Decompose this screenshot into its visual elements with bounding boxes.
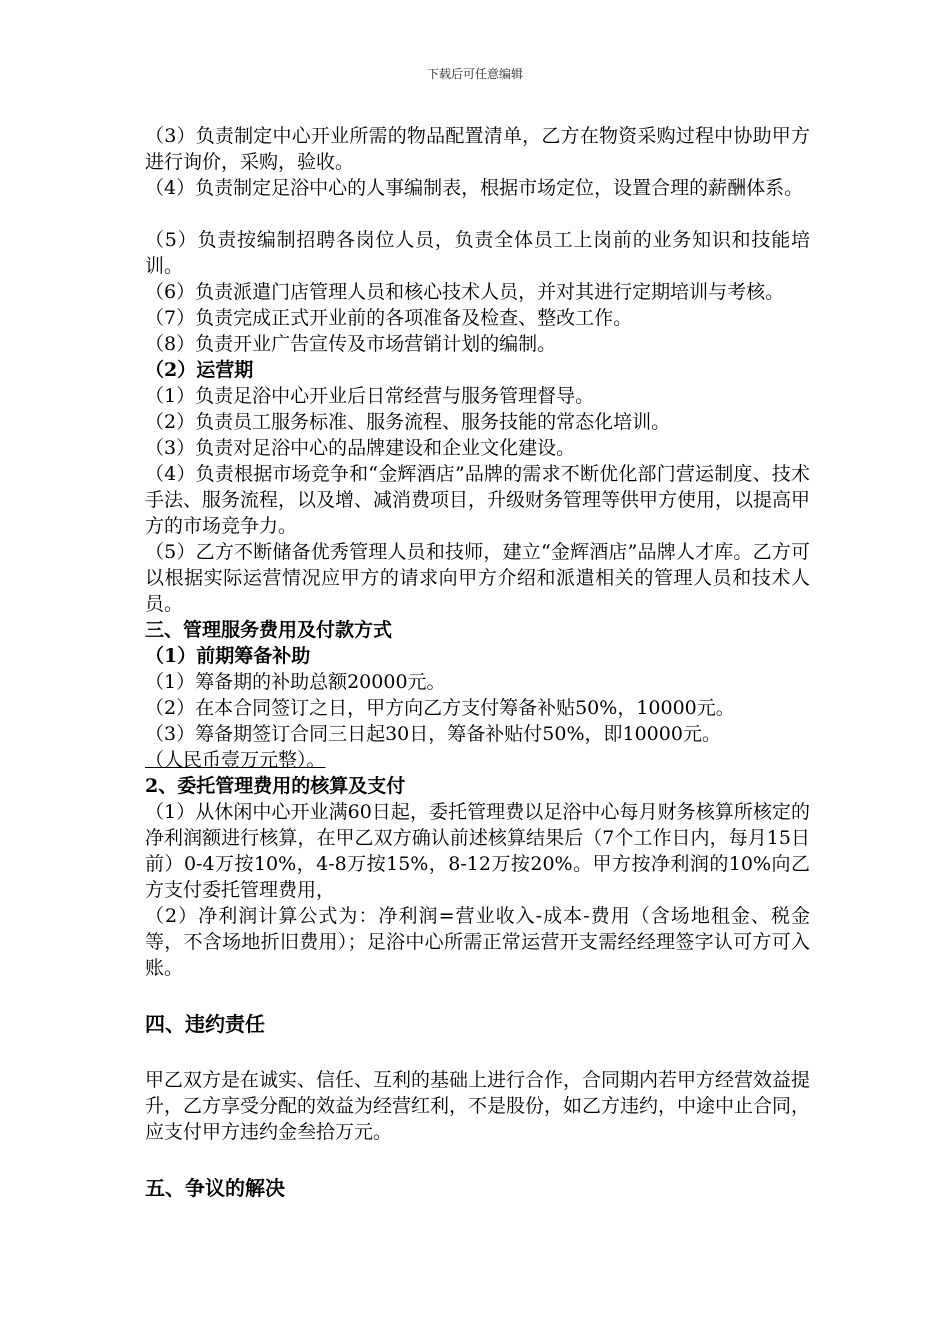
blank-line xyxy=(145,981,810,1011)
header-note: 下载后可任意编辑 xyxy=(426,67,523,81)
blank-line xyxy=(145,1145,810,1175)
paragraph-subsidy-1: （1）筹备期的补助总额20000元。 xyxy=(145,671,446,693)
paragraph-prep-8: （8）负责开业广告宣传及市场营销计划的编制。 xyxy=(145,333,557,355)
paragraph-subsidy-2: （2）在本合同签订之日，甲方向乙方支付筹备补贴50%，10000元。 xyxy=(145,697,735,719)
subheading-operation-period: （2）运营期 xyxy=(145,359,254,381)
paragraph-op-3: （3）负责对足浴中心的品牌建设和企业文化建设。 xyxy=(145,437,576,459)
paragraph-prep-4: （4）负责制定足浴中心的人事编制表，根据市场定位，设置合理的薪酬体系。 xyxy=(145,177,804,199)
paragraph-fee-2: （2）净利润计算公式为：净利润=营业收入-成本-费用（含场地租金、税金等，不含场地折旧费用）；足浴中心所需正常运营开支需经经理签字认可方可入账。 xyxy=(145,905,810,979)
section-heading-breach: 四、违约责任 xyxy=(145,1012,265,1036)
section-heading-dispute: 五、争议的解决 xyxy=(145,1176,285,1200)
paragraph-op-4: （4）负责根据市场竞争和“金辉酒店”品牌的需求不断优化部门营运制度、技术手法、服务流程，以及增、减消费项目，升级财务管理等供甲方使用，以提高甲方的市场竞争力。 xyxy=(145,463,811,537)
section-heading-fees: 三、管理服务费用及付款方式 xyxy=(145,619,393,641)
paragraph-subsidy-amount: （人民币壹万元整）。 xyxy=(145,749,326,771)
paragraph-prep-3: （3）负责制定中心开业所需的物品配置清单，乙方在物资采购过程中协助甲方进行询价，采购，验收。 xyxy=(145,125,810,173)
paragraph-breach: 甲乙双方是在诚实、信任、互利的基础上进行合作，合同期内若甲方经营效益提升，乙方享受分配的效益为经营红利，不是股份，如乙方违约，中途中止合同，应支付甲方违约金叁拾万元。 xyxy=(145,1069,811,1143)
paragraph-op-1: （1）负责足浴中心开业后日常经营与服务管理督导。 xyxy=(145,385,595,407)
paragraph-subsidy-3: （3）筹备期签订合同三日起30日，筹备补贴付50%，即10000元。 xyxy=(145,723,721,745)
blank-line xyxy=(145,1037,810,1067)
document-body xyxy=(145,123,810,1201)
paragraph-prep-6: （6）负责派遣门店管理人员和核心技术人员，并对其进行定期培训与考核。 xyxy=(145,281,785,303)
paragraph-op-2: （2）负责员工服务标准、服务流程、服务技能的常态化培训。 xyxy=(145,411,671,433)
paragraph-prep-5: （5）负责按编制招聘各岗位人员，负责全体员工上岗前的业务知识和技能培训。 xyxy=(145,229,810,277)
paragraph-fee-1: （1）从休闲中心开业满60日起，委托管理费以足浴中心每月财务核算所核定的净利润额进行核算，在甲乙双方确认前述核算结果后（7个工作日内，每月15日前）0-4万按10%，4-8万按15%，8-12万按20%。甲方按净利润的10%向乙方支付委托管理费用， xyxy=(145,801,810,901)
blank-line xyxy=(145,201,810,227)
subheading-management-fee: 2、委托管理费用的核算及支付 xyxy=(145,775,406,797)
subheading-prep-subsidy: （1）前期筹备补助 xyxy=(145,645,311,667)
paragraph-op-5: （5）乙方不断储备优秀管理人员和技师，建立“金辉酒店”品牌人才库。乙方可以根据实际运营情况应甲方的请求向甲方介绍和派遣相关的管理人员和技术人员。 xyxy=(145,541,810,615)
paragraph-prep-7: （7）负责完成正式开业前的各项准备及检查、整改工作。 xyxy=(145,307,633,329)
